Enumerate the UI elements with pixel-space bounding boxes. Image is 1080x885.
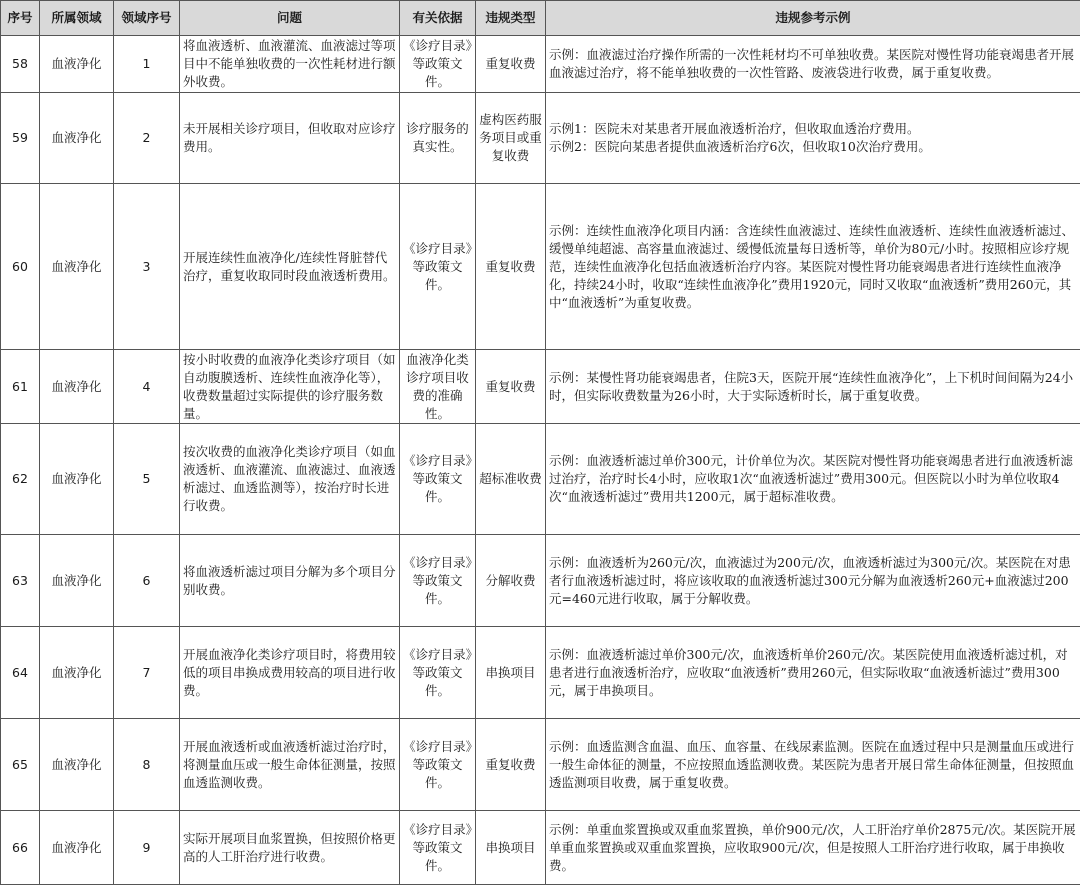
cell-problem: 开展血液净化类诊疗项目时，将费用较低的项目串换成费用较高的项目进行收费。: [180, 627, 400, 719]
cell-domain: 血液净化: [40, 719, 114, 811]
cell-domain: 血液净化: [40, 36, 114, 93]
cell-type: 虚构医药服务项目或重复收费: [476, 93, 546, 184]
cell-seq: 63: [1, 535, 40, 627]
cell-sub-seq: 7: [114, 627, 180, 719]
cell-type: 重复收费: [476, 36, 546, 93]
cell-basis: 《诊疗目录》等政策文件。: [400, 535, 476, 627]
cell-sub-seq: 9: [114, 811, 180, 885]
cell-problem: 将血液透析滤过项目分解为多个项目分别收费。: [180, 535, 400, 627]
cell-sub-seq: 8: [114, 719, 180, 811]
cell-seq: 60: [1, 184, 40, 350]
cell-basis: 诊疗服务的真实性。: [400, 93, 476, 184]
cell-problem: 实际开展项目血浆置换，但按照价格更高的人工肝治疗进行收费。: [180, 811, 400, 885]
cell-domain: 血液净化: [40, 627, 114, 719]
cell-basis: 《诊疗目录》等政策文件。: [400, 184, 476, 350]
header-example: 违规参考示例: [546, 1, 1080, 36]
cell-type: 重复收费: [476, 350, 546, 424]
cell-basis: 《诊疗目录》等政策文件。: [400, 719, 476, 811]
example-text: 示例1：医院未对某患者开展血液透析治疗，但收取血透治疗费用。: [549, 121, 920, 136]
cell-domain: 血液净化: [40, 93, 114, 184]
cell-sub-seq: 4: [114, 350, 180, 424]
cell-type: 重复收费: [476, 719, 546, 811]
cell-basis: 《诊疗目录》等政策文件。: [400, 627, 476, 719]
example-text: 示例：血液透析滤过单价300元/次，血液透析单价260元/次。某医院使用血液透析滤过机，对患者进行血液透析治疗，应收取“血液透析”费用260元，但实际收取“血液透析滤过”费用300元，属于串换项目。: [549, 646, 1068, 698]
cell-sub-seq: 6: [114, 535, 180, 627]
cell-domain: 血液净化: [40, 535, 114, 627]
header-domain: 所属领域: [40, 1, 114, 36]
table-row: [1, 424, 1080, 535]
cell-basis: 《诊疗目录》等政策文件。: [400, 36, 476, 93]
cell-example: [546, 350, 1080, 424]
cell-basis: 《诊疗目录》等政策文件。: [400, 424, 476, 535]
cell-seq: 66: [1, 811, 40, 885]
cell-seq: 61: [1, 350, 40, 424]
cell-example: [546, 184, 1080, 350]
cell-domain: 血液净化: [40, 811, 114, 885]
table-row: [1, 93, 1080, 184]
cell-problem: 将血液透析、血液灌流、血液滤过等项目中不能单独收费的一次性耗材进行额外收费。: [180, 36, 400, 93]
cell-domain: 血液净化: [40, 424, 114, 535]
cell-sub-seq: 5: [114, 424, 180, 535]
cell-domain: 血液净化: [40, 184, 114, 350]
cell-example: [546, 424, 1080, 535]
header-row: [1, 1, 1080, 36]
cell-basis: 《诊疗目录》等政策文件。: [400, 811, 476, 885]
example-text: 示例：单重血浆置换或双重血浆置换，单价900元/次，人工肝治疗单价2875元/次。某医院开展单重血浆置换或双重血浆置换，应收取900元/次，但是按照人工肝治疗进行收取，属于串换收费。: [549, 821, 1076, 873]
cell-type: 重复收费: [476, 184, 546, 350]
header-basis: 有关依据: [400, 1, 476, 36]
example-text: 示例：某慢性肾功能衰竭患者，住院3天，医院开展“连续性血液净化”，上下机时间间隔为24小时，但实际收费数量为26小时，大于实际透析时长，属于重复收费。: [549, 369, 1074, 403]
cell-seq: 62: [1, 424, 40, 535]
cell-type: 分解收费: [476, 535, 546, 627]
cell-example: [546, 627, 1080, 719]
cell-type: 串换项目: [476, 811, 546, 885]
cell-seq: 65: [1, 719, 40, 811]
table-row: [1, 184, 1080, 350]
cell-type: 串换项目: [476, 627, 546, 719]
table-row: [1, 627, 1080, 719]
example-text: 示例：血透监测含血温、血压、血容量、在线尿素监测。医院在血透过程中只是测量血压或进行一般生命体征的测量，不应按照血透监测收费。某医院为患者开展日常生命体征测量，但按照血透监测项目收费，属于重复收费。: [549, 738, 1075, 790]
cell-type: 超标准收费: [476, 424, 546, 535]
cell-example: [546, 535, 1080, 627]
cell-example: [546, 719, 1080, 811]
table-row: [1, 719, 1080, 811]
header-type: 违规类型: [476, 1, 546, 36]
cell-example: [546, 36, 1080, 93]
cell-example: [546, 811, 1080, 885]
cell-sub-seq: 2: [114, 93, 180, 184]
cell-problem: 按次收费的血液净化类诊疗项目（如血液透析、血液灌流、血液滤过、血液透析滤过、血透监测等），按治疗时长进行收费。: [180, 424, 400, 535]
example-text: 示例2：医院向某患者提供血液透析治疗6次，但收取10次治疗费用。: [549, 139, 931, 154]
table-row: [1, 535, 1080, 627]
table-row: [1, 350, 1080, 424]
example-text: 示例：血液滤过治疗操作所需的一次性耗材均不可单独收费。某医院对慢性肾功能衰竭患者开展血液滤过治疗，将不能单独收费的一次性管路、废液袋进行收费，属于重复收费。: [549, 47, 1075, 80]
cell-problem: 开展连续性血液净化/连续性肾脏替代治疗，重复收取同时段血液透析费用。: [180, 184, 400, 350]
header-seq: 序号: [1, 1, 40, 36]
table-row: [1, 811, 1080, 885]
cell-problem: 未开展相关诊疗项目，但收取对应诊疗费用。: [180, 93, 400, 184]
cell-seq: 58: [1, 36, 40, 93]
cell-problem: 开展血液透析或血液透析滤过治疗时，将测量血压或一般生命体征测量，按照血透监测收费。: [180, 719, 400, 811]
example-text: 示例：连续性血液净化项目内涵：含连续性血液滤过、连续性血液透析、连续性血液透析滤过、缓慢单纯超滤、高容量血液滤过、缓慢低流量每日透析等，单价为80元/小时。按照相应诊疗规范，连续性血液净化包括血液透析治疗内容。某医院对慢性肾功能衰竭患者进行连续性血液净化，持续24小时，收取“连续性血液净化”费用1920元，同时又收取“血液透析”费用260元，其中“血液透析”为重复收费。: [549, 222, 1075, 310]
example-text: 示例：血液透析滤过单价300元，计价单位为次。某医院对慢性肾功能衰竭患者进行血液透析滤过治疗，治疗时长4小时，应收取1次“血液透析滤过”费用300元。但医院以小时为单位收取4次“血液透析滤过”费用共1200元，属于超标准收费。: [549, 453, 1073, 504]
cell-seq: 64: [1, 627, 40, 719]
cell-basis: 血液净化类诊疗项目收费的准确性。: [400, 350, 476, 424]
cell-seq: 59: [1, 93, 40, 184]
cell-problem: 按小时收费的血液净化类诊疗项目（如自动腹膜透析、连续性血液净化等），收费数量超过实际提供的诊疗服务数量。: [180, 350, 400, 424]
table-row: [1, 36, 1080, 93]
cell-sub-seq: 3: [114, 184, 180, 350]
example-text: 示例：血液透析为260元/次，血液滤过为200元/次，血液透析滤过为300元/次。某医院在对患者行血液透析滤过时，将应该收取的血液透析滤过300元分解为血液透析260元+血液滤过200元=460元进行收取，属于分解收费。: [549, 554, 1071, 606]
cell-example: [546, 93, 1080, 184]
header-problem: 问题: [180, 1, 400, 36]
cell-domain: 血液净化: [40, 350, 114, 424]
cell-sub-seq: 1: [114, 36, 180, 93]
header-sub-seq: 领域序号: [114, 1, 180, 36]
